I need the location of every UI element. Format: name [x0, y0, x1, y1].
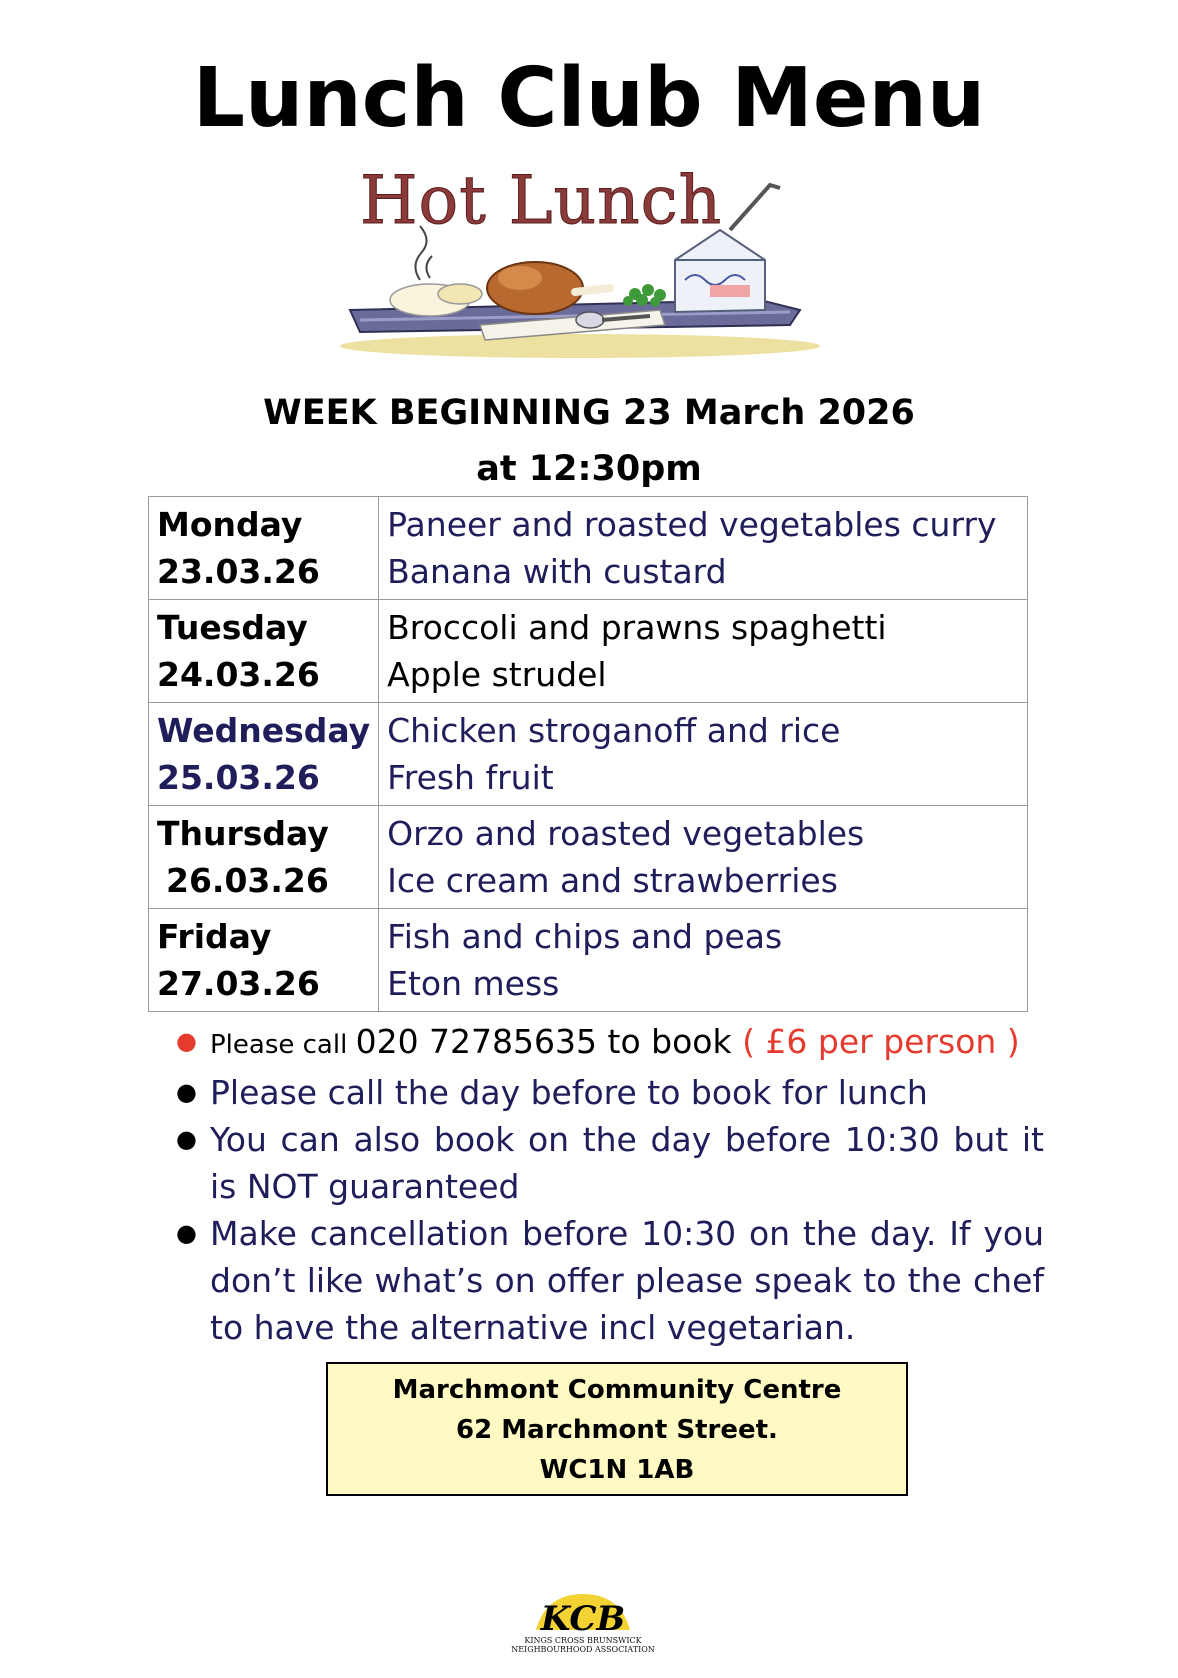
table-row	[149, 806, 1028, 909]
table-row	[149, 703, 1028, 806]
logo-line1: KINGS CROSS BRUNSWICK	[524, 1636, 642, 1645]
week-heading	[0, 385, 1178, 497]
main-dish: Paneer and roasted vegetables curry	[387, 505, 997, 544]
main-dish: Broccoli and prawns spaghetti	[387, 608, 887, 647]
logo-line2: NEIGHBOURHOOD ASSOCIATION	[511, 1645, 655, 1654]
address-box	[326, 1362, 908, 1496]
day-name: Friday	[157, 917, 272, 956]
day-cell	[149, 909, 379, 1012]
dish-cell	[379, 703, 1028, 806]
day-name: Wednesday	[157, 711, 371, 750]
call-prefix: Please call	[210, 1030, 356, 1060]
lunch-time: at 12:30pm	[476, 449, 702, 489]
list-item	[172, 1210, 1044, 1351]
day-date: 26.03.26	[166, 861, 329, 900]
bullet-icon: ●	[176, 1125, 197, 1153]
day-date: 25.03.26	[157, 758, 320, 797]
week-beginning: WEEK BEGINNING 23 March 2026	[263, 393, 915, 433]
day-cell	[149, 600, 379, 703]
list-item	[172, 1018, 1044, 1069]
main-dish: Fish and chips and peas	[387, 917, 783, 956]
dessert: Fresh fruit	[387, 758, 554, 797]
day-date: 23.03.26	[157, 552, 320, 591]
day-date: 24.03.26	[157, 655, 320, 694]
day-cell	[149, 806, 379, 909]
day-cell	[149, 497, 379, 600]
street-address: 62 Marchmont Street.	[456, 1415, 778, 1445]
table-row	[149, 497, 1028, 600]
table-row	[149, 909, 1028, 1012]
dish-cell	[379, 806, 1028, 909]
price-note: ( £6 per person )	[742, 1022, 1020, 1061]
main-dish: Orzo and roasted vegetables	[387, 814, 865, 853]
list-item	[172, 1116, 1044, 1210]
bullet-icon: ●	[176, 1078, 197, 1106]
bullet-icon: ●	[176, 1027, 197, 1055]
table-row	[149, 600, 1028, 703]
hot-lunch-heading: Hot Lunch	[360, 162, 723, 239]
postcode: WC1N 1AB	[539, 1455, 695, 1485]
bullet-icon: ●	[176, 1219, 197, 1247]
note-text: You can also book on the day before 10:30 but it is NOT guaranteed	[210, 1120, 1044, 1206]
dessert: Apple strudel	[387, 655, 607, 694]
kcb-logo	[508, 1588, 658, 1668]
page-title: Lunch Club Menu	[192, 51, 986, 146]
day-name: Tuesday	[157, 608, 308, 647]
dish-cell	[379, 600, 1028, 703]
dish-cell	[379, 909, 1028, 1012]
logo-mark: KCB	[540, 1599, 626, 1639]
venue-name: Marchmont Community Centre	[392, 1375, 842, 1405]
hot-lunch-illustration	[330, 160, 850, 375]
list-item	[172, 1069, 1044, 1116]
dessert: Banana with custard	[387, 552, 727, 591]
note-text: Please call the day before to book for lunch	[210, 1073, 928, 1112]
dish-cell	[379, 497, 1028, 600]
day-cell	[149, 703, 379, 806]
menu-table	[148, 496, 1028, 1012]
lunch-tray-icon	[330, 160, 850, 375]
booking-notes	[172, 1018, 1044, 1351]
day-date: 27.03.26	[157, 964, 320, 1003]
dessert: Ice cream and strawberries	[387, 861, 838, 900]
main-dish: Chicken stroganoff and rice	[387, 711, 841, 750]
day-name: Monday	[157, 505, 303, 544]
dessert: Eton mess	[387, 964, 560, 1003]
phone-number: 020 72785635 to book	[355, 1022, 743, 1061]
note-text: Make cancellation before 10:30 on the day. If you don’t like what’s on offer please speak to the chef to have the alternative incl vegetarian.	[210, 1214, 1044, 1347]
day-name: Thursday	[157, 814, 329, 853]
